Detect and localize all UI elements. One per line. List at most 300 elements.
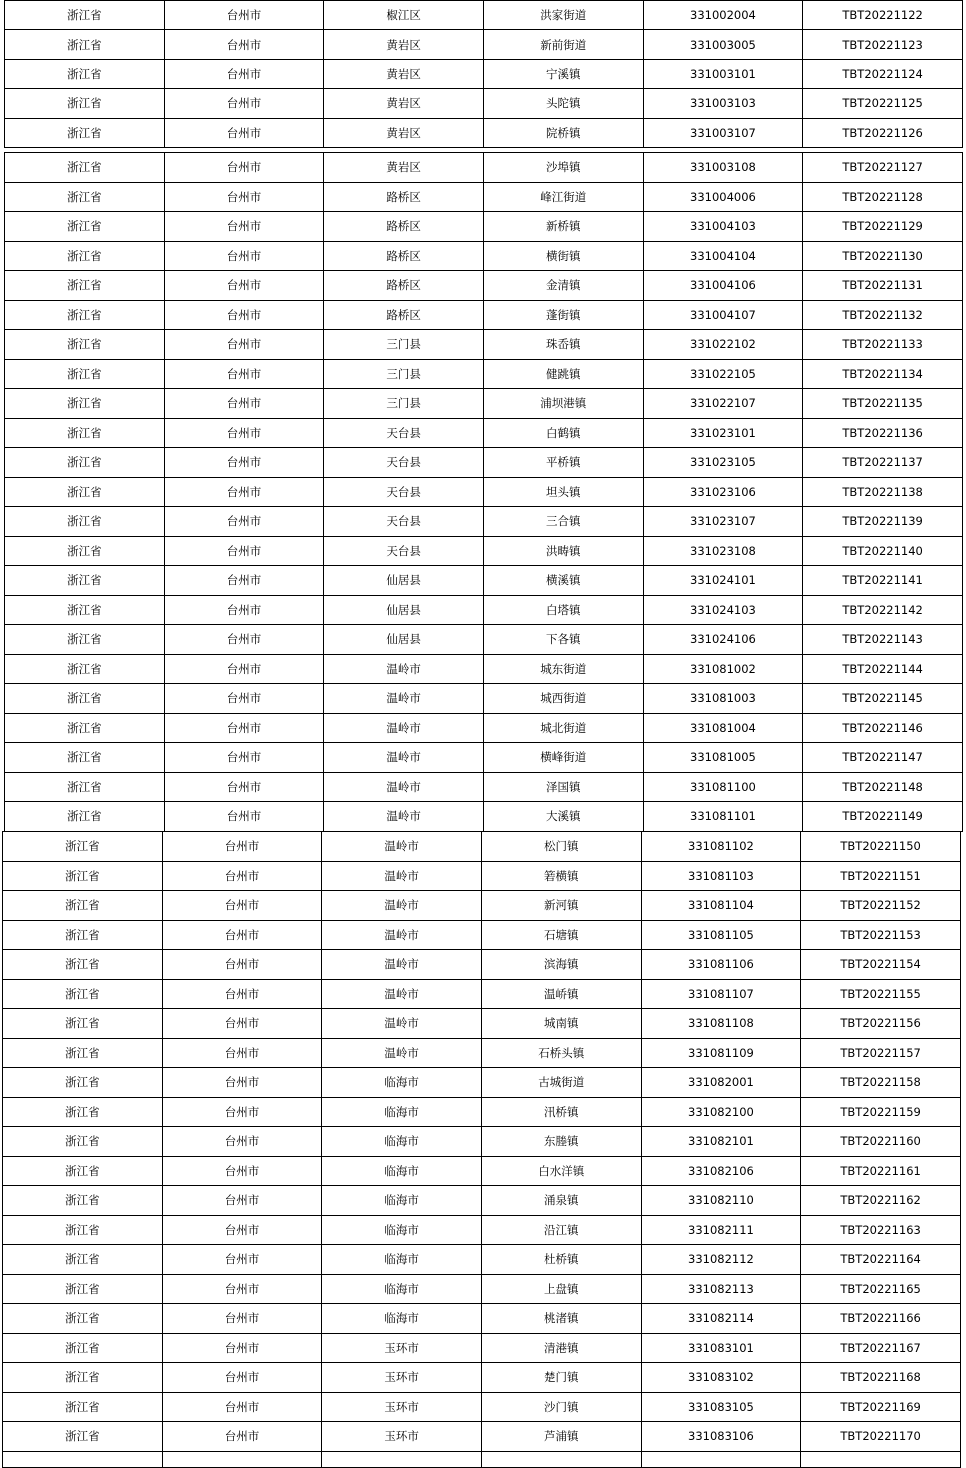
table-row <box>3 1274 961 1304</box>
city-cell: 台州市 <box>164 684 324 714</box>
province-cell: 浙江省 <box>5 153 165 183</box>
city-cell: 台州市 <box>162 1009 322 1039</box>
city-cell: 台州市 <box>164 118 324 147</box>
table-row <box>3 1333 961 1363</box>
code-cell: 331024101 <box>643 566 803 596</box>
city-cell: 台州市 <box>162 1392 322 1422</box>
town-cell: 洪家街道 <box>483 1 643 30</box>
id-cell: TBT20221130 <box>803 241 963 271</box>
code-cell: 331081107 <box>641 979 801 1009</box>
table-row <box>5 772 963 802</box>
table-row <box>5 477 963 507</box>
code-cell: 331022105 <box>643 359 803 389</box>
town-cell: 横峰街道 <box>483 743 643 773</box>
city-cell: 台州市 <box>162 861 322 891</box>
code-cell: 331024103 <box>643 595 803 625</box>
table-row <box>3 1392 961 1422</box>
province-cell: 浙江省 <box>5 59 165 88</box>
table-row <box>3 832 961 862</box>
province-cell: 浙江省 <box>5 566 165 596</box>
city-cell: 台州市 <box>164 743 324 773</box>
town-cell: 杜桥镇 <box>481 1245 641 1275</box>
district-cell: 温岭市 <box>322 1038 482 1068</box>
town-cell: 峰江街道 <box>483 182 643 212</box>
table-row <box>5 507 963 537</box>
id-cell: TBT20221155 <box>801 979 961 1009</box>
district-cell: 天台县 <box>324 418 484 448</box>
district-cell: 温岭市 <box>324 654 484 684</box>
town-cell: 芦浦镇 <box>481 1422 641 1452</box>
empty-cell <box>322 1451 482 1467</box>
town-cell: 横溪镇 <box>483 566 643 596</box>
table-row <box>3 1215 961 1245</box>
province-cell: 浙江省 <box>3 1156 163 1186</box>
town-cell: 大溪镇 <box>483 802 643 832</box>
province-cell: 浙江省 <box>5 271 165 301</box>
province-cell: 浙江省 <box>5 595 165 625</box>
district-cell: 仙居县 <box>324 595 484 625</box>
province-cell: 浙江省 <box>3 1186 163 1216</box>
city-cell: 台州市 <box>164 359 324 389</box>
table-block-3 <box>2 831 961 1468</box>
id-cell: TBT20221166 <box>801 1304 961 1334</box>
table-row <box>3 1245 961 1275</box>
district-cell: 黄岩区 <box>324 118 484 147</box>
city-cell: 台州市 <box>162 891 322 921</box>
town-cell: 新前街道 <box>483 30 643 59</box>
district-cell: 温岭市 <box>324 743 484 773</box>
city-cell: 台州市 <box>164 507 324 537</box>
town-cell: 滨海镇 <box>481 950 641 980</box>
code-cell: 331083106 <box>641 1422 801 1452</box>
table-row <box>5 389 963 419</box>
id-cell: TBT20221163 <box>801 1215 961 1245</box>
district-cell: 路桥区 <box>324 182 484 212</box>
district-cell: 临海市 <box>322 1156 482 1186</box>
id-cell: TBT20221145 <box>803 684 963 714</box>
id-cell: TBT20221149 <box>803 802 963 832</box>
province-cell: 浙江省 <box>3 832 163 862</box>
town-cell: 松门镇 <box>481 832 641 862</box>
province-cell: 浙江省 <box>3 1392 163 1422</box>
city-cell: 台州市 <box>164 30 324 59</box>
town-cell: 温峤镇 <box>481 979 641 1009</box>
table-row-partial <box>3 1451 961 1467</box>
table-row <box>3 920 961 950</box>
city-cell: 台州市 <box>164 772 324 802</box>
id-cell: TBT20221167 <box>801 1333 961 1363</box>
table-row <box>5 212 963 242</box>
district-cell: 临海市 <box>322 1304 482 1334</box>
code-cell: 331022107 <box>643 389 803 419</box>
district-cell: 玉环市 <box>322 1392 482 1422</box>
table-row <box>3 1304 961 1334</box>
city-cell: 台州市 <box>162 1186 322 1216</box>
district-cell: 黄岩区 <box>324 89 484 118</box>
table-row <box>5 182 963 212</box>
table-row <box>5 566 963 596</box>
id-cell: TBT20221142 <box>803 595 963 625</box>
table-row <box>5 713 963 743</box>
city-cell: 台州市 <box>164 153 324 183</box>
province-cell: 浙江省 <box>5 448 165 478</box>
id-cell: TBT20221127 <box>803 153 963 183</box>
province-cell: 浙江省 <box>5 330 165 360</box>
table-row <box>5 153 963 183</box>
id-cell: TBT20221138 <box>803 477 963 507</box>
code-cell: 331023106 <box>643 477 803 507</box>
id-cell: TBT20221128 <box>803 182 963 212</box>
table-row <box>5 654 963 684</box>
id-cell: TBT20221157 <box>801 1038 961 1068</box>
code-cell: 331003108 <box>643 153 803 183</box>
province-cell: 浙江省 <box>3 1009 163 1039</box>
town-cell: 箬横镇 <box>481 861 641 891</box>
id-cell: TBT20221132 <box>803 300 963 330</box>
id-cell: TBT20221141 <box>803 566 963 596</box>
district-cell: 椒江区 <box>324 1 484 30</box>
district-cell: 天台县 <box>324 507 484 537</box>
code-cell: 331082114 <box>641 1304 801 1334</box>
table-row <box>3 979 961 1009</box>
code-cell: 331023107 <box>643 507 803 537</box>
id-cell: TBT20221133 <box>803 330 963 360</box>
district-cell: 仙居县 <box>324 566 484 596</box>
table-row <box>5 448 963 478</box>
district-cell: 三门县 <box>324 330 484 360</box>
code-cell: 331081100 <box>643 772 803 802</box>
table-row <box>5 595 963 625</box>
town-cell: 新河镇 <box>481 891 641 921</box>
code-cell: 331081103 <box>641 861 801 891</box>
code-cell: 331081106 <box>641 950 801 980</box>
province-cell: 浙江省 <box>5 743 165 773</box>
table-row <box>5 359 963 389</box>
province-cell: 浙江省 <box>3 1304 163 1334</box>
code-cell: 331083102 <box>641 1363 801 1393</box>
city-cell: 台州市 <box>162 979 322 1009</box>
code-cell: 331081105 <box>641 920 801 950</box>
id-cell: TBT20221140 <box>803 536 963 566</box>
province-cell: 浙江省 <box>3 1127 163 1157</box>
id-cell: TBT20221136 <box>803 418 963 448</box>
table-row <box>5 59 963 88</box>
code-cell: 331081101 <box>643 802 803 832</box>
town-cell: 宁溪镇 <box>483 59 643 88</box>
id-cell: TBT20221170 <box>801 1422 961 1452</box>
code-cell: 331004106 <box>643 271 803 301</box>
province-cell: 浙江省 <box>5 241 165 271</box>
city-cell: 台州市 <box>164 389 324 419</box>
district-cell: 仙居县 <box>324 625 484 655</box>
code-cell: 331082101 <box>641 1127 801 1157</box>
province-cell: 浙江省 <box>5 118 165 147</box>
district-cell: 三门县 <box>324 389 484 419</box>
code-cell: 331024106 <box>643 625 803 655</box>
code-cell: 331081004 <box>643 713 803 743</box>
id-cell: TBT20221160 <box>801 1127 961 1157</box>
table-row <box>3 1127 961 1157</box>
code-cell: 331082112 <box>641 1245 801 1275</box>
id-cell: TBT20221147 <box>803 743 963 773</box>
table-row <box>5 536 963 566</box>
table-row <box>3 1363 961 1393</box>
town-cell: 石桥头镇 <box>481 1038 641 1068</box>
id-cell: TBT20221125 <box>803 89 963 118</box>
city-cell: 台州市 <box>162 1245 322 1275</box>
district-cell: 温岭市 <box>324 713 484 743</box>
code-cell: 331082111 <box>641 1215 801 1245</box>
district-cell: 温岭市 <box>322 1009 482 1039</box>
town-cell: 坦头镇 <box>483 477 643 507</box>
code-cell: 331081102 <box>641 832 801 862</box>
province-cell: 浙江省 <box>3 861 163 891</box>
town-cell: 平桥镇 <box>483 448 643 478</box>
town-cell: 石塘镇 <box>481 920 641 950</box>
id-cell: TBT20221122 <box>803 1 963 30</box>
town-cell: 沿江镇 <box>481 1215 641 1245</box>
code-cell: 331004006 <box>643 182 803 212</box>
id-cell: TBT20221168 <box>801 1363 961 1393</box>
district-cell: 温岭市 <box>322 979 482 1009</box>
district-cell: 路桥区 <box>324 300 484 330</box>
id-cell: TBT20221131 <box>803 271 963 301</box>
table-row <box>5 30 963 59</box>
id-cell: TBT20221144 <box>803 654 963 684</box>
city-cell: 台州市 <box>164 1 324 30</box>
district-cell: 临海市 <box>322 1215 482 1245</box>
city-cell: 台州市 <box>164 625 324 655</box>
province-cell: 浙江省 <box>5 684 165 714</box>
id-cell: TBT20221156 <box>801 1009 961 1039</box>
city-cell: 台州市 <box>164 654 324 684</box>
city-cell: 台州市 <box>162 1097 322 1127</box>
district-cell: 温岭市 <box>324 772 484 802</box>
district-cell: 路桥区 <box>324 212 484 242</box>
id-cell: TBT20221148 <box>803 772 963 802</box>
district-cell: 临海市 <box>322 1097 482 1127</box>
town-cell: 健跳镇 <box>483 359 643 389</box>
district-cell: 黄岩区 <box>324 30 484 59</box>
city-cell: 台州市 <box>164 59 324 88</box>
city-cell: 台州市 <box>164 536 324 566</box>
town-cell: 头陀镇 <box>483 89 643 118</box>
town-cell: 横街镇 <box>483 241 643 271</box>
city-cell: 台州市 <box>164 595 324 625</box>
town-cell: 上盘镇 <box>481 1274 641 1304</box>
city-cell: 台州市 <box>164 271 324 301</box>
province-cell: 浙江省 <box>5 418 165 448</box>
id-cell: TBT20221161 <box>801 1156 961 1186</box>
id-cell: TBT20221152 <box>801 891 961 921</box>
town-cell: 白鹤镇 <box>483 418 643 448</box>
id-cell: TBT20221159 <box>801 1097 961 1127</box>
id-cell: TBT20221139 <box>803 507 963 537</box>
district-cell: 玉环市 <box>322 1363 482 1393</box>
city-cell: 台州市 <box>162 1068 322 1098</box>
town-cell: 泽国镇 <box>483 772 643 802</box>
district-cell: 临海市 <box>322 1274 482 1304</box>
city-cell: 台州市 <box>164 182 324 212</box>
town-cell: 城西街道 <box>483 684 643 714</box>
table-row <box>5 89 963 118</box>
city-cell: 台州市 <box>162 920 322 950</box>
district-cell: 黄岩区 <box>324 59 484 88</box>
code-cell: 331082113 <box>641 1274 801 1304</box>
city-cell: 台州市 <box>162 1156 322 1186</box>
table-row <box>5 802 963 832</box>
code-cell: 331083101 <box>641 1333 801 1363</box>
province-cell: 浙江省 <box>3 1038 163 1068</box>
district-cell: 黄岩区 <box>324 153 484 183</box>
province-cell: 浙江省 <box>3 979 163 1009</box>
table-row <box>5 330 963 360</box>
city-cell: 台州市 <box>162 950 322 980</box>
id-cell: TBT20221169 <box>801 1392 961 1422</box>
code-cell: 331002004 <box>643 1 803 30</box>
town-cell: 三合镇 <box>483 507 643 537</box>
town-cell: 沙门镇 <box>481 1392 641 1422</box>
province-cell: 浙江省 <box>3 1422 163 1452</box>
id-cell: TBT20221134 <box>803 359 963 389</box>
province-cell: 浙江省 <box>3 1245 163 1275</box>
city-cell: 台州市 <box>162 1274 322 1304</box>
town-cell: 新桥镇 <box>483 212 643 242</box>
code-cell: 331003107 <box>643 118 803 147</box>
district-cell: 温岭市 <box>324 802 484 832</box>
district-cell: 温岭市 <box>322 920 482 950</box>
province-cell: 浙江省 <box>5 300 165 330</box>
city-cell: 台州市 <box>164 448 324 478</box>
town-cell: 城北街道 <box>483 713 643 743</box>
province-cell: 浙江省 <box>3 950 163 980</box>
table-block-1 <box>4 0 963 148</box>
district-cell: 天台县 <box>324 477 484 507</box>
province-cell: 浙江省 <box>5 182 165 212</box>
district-cell: 路桥区 <box>324 271 484 301</box>
table-row <box>5 418 963 448</box>
district-cell: 温岭市 <box>322 891 482 921</box>
town-cell: 浦坝港镇 <box>483 389 643 419</box>
table-row <box>5 271 963 301</box>
district-cell: 玉环市 <box>322 1333 482 1363</box>
province-cell: 浙江省 <box>3 920 163 950</box>
district-cell: 温岭市 <box>322 861 482 891</box>
town-cell: 白塔镇 <box>483 595 643 625</box>
province-cell: 浙江省 <box>5 359 165 389</box>
province-cell: 浙江省 <box>5 212 165 242</box>
id-cell: TBT20221143 <box>803 625 963 655</box>
id-cell: TBT20221162 <box>801 1186 961 1216</box>
code-cell: 331082110 <box>641 1186 801 1216</box>
province-cell: 浙江省 <box>3 891 163 921</box>
town-cell: 涌泉镇 <box>481 1186 641 1216</box>
town-cell: 东塍镇 <box>481 1127 641 1157</box>
table-row <box>5 625 963 655</box>
code-cell: 331003005 <box>643 30 803 59</box>
city-cell: 台州市 <box>162 1038 322 1068</box>
table-row <box>3 1156 961 1186</box>
town-cell: 白水洋镇 <box>481 1156 641 1186</box>
code-cell: 331082106 <box>641 1156 801 1186</box>
table-row <box>3 861 961 891</box>
district-cell: 三门县 <box>324 359 484 389</box>
table-row <box>5 118 963 147</box>
table-row <box>3 1009 961 1039</box>
code-cell: 331081104 <box>641 891 801 921</box>
district-cell: 温岭市 <box>324 684 484 714</box>
code-cell: 331083105 <box>641 1392 801 1422</box>
id-cell: TBT20221151 <box>801 861 961 891</box>
province-cell: 浙江省 <box>3 1215 163 1245</box>
province-cell: 浙江省 <box>3 1274 163 1304</box>
city-cell: 台州市 <box>164 300 324 330</box>
town-cell: 金清镇 <box>483 271 643 301</box>
town-cell: 蓬街镇 <box>483 300 643 330</box>
town-cell: 汛桥镇 <box>481 1097 641 1127</box>
id-cell: TBT20221124 <box>803 59 963 88</box>
id-cell: TBT20221158 <box>801 1068 961 1098</box>
table-row <box>5 241 963 271</box>
district-cell: 临海市 <box>322 1068 482 1098</box>
city-cell: 台州市 <box>164 802 324 832</box>
table-row <box>5 300 963 330</box>
table-row <box>5 743 963 773</box>
table-row <box>5 1 963 30</box>
city-cell: 台州市 <box>164 241 324 271</box>
province-cell: 浙江省 <box>5 389 165 419</box>
city-cell: 台州市 <box>162 1333 322 1363</box>
code-cell: 331082001 <box>641 1068 801 1098</box>
province-cell: 浙江省 <box>3 1363 163 1393</box>
province-cell: 浙江省 <box>5 477 165 507</box>
city-cell: 台州市 <box>162 1363 322 1393</box>
city-cell: 台州市 <box>162 1127 322 1157</box>
id-cell: TBT20221164 <box>801 1245 961 1275</box>
province-cell: 浙江省 <box>5 1 165 30</box>
id-cell: TBT20221150 <box>801 832 961 862</box>
id-cell: TBT20221153 <box>801 920 961 950</box>
district-cell: 天台县 <box>324 448 484 478</box>
empty-cell <box>641 1451 801 1467</box>
id-cell: TBT20221137 <box>803 448 963 478</box>
province-cell: 浙江省 <box>5 772 165 802</box>
province-cell: 浙江省 <box>5 89 165 118</box>
province-cell: 浙江省 <box>5 654 165 684</box>
town-cell: 古城街道 <box>481 1068 641 1098</box>
code-cell: 331023105 <box>643 448 803 478</box>
town-cell: 沙埠镇 <box>483 153 643 183</box>
id-cell: TBT20221126 <box>803 118 963 147</box>
id-cell: TBT20221129 <box>803 212 963 242</box>
district-cell: 玉环市 <box>322 1422 482 1452</box>
table-row <box>3 1038 961 1068</box>
id-cell: TBT20221146 <box>803 713 963 743</box>
id-cell: TBT20221154 <box>801 950 961 980</box>
city-cell: 台州市 <box>164 566 324 596</box>
district-cell: 临海市 <box>322 1245 482 1275</box>
district-cell: 临海市 <box>322 1127 482 1157</box>
province-cell: 浙江省 <box>3 1068 163 1098</box>
table-row <box>3 1186 961 1216</box>
town-cell: 珠岙镇 <box>483 330 643 360</box>
town-cell: 院桥镇 <box>483 118 643 147</box>
district-cell: 临海市 <box>322 1186 482 1216</box>
code-cell: 331081108 <box>641 1009 801 1039</box>
province-cell: 浙江省 <box>5 802 165 832</box>
city-cell: 台州市 <box>164 89 324 118</box>
code-cell: 331004103 <box>643 212 803 242</box>
